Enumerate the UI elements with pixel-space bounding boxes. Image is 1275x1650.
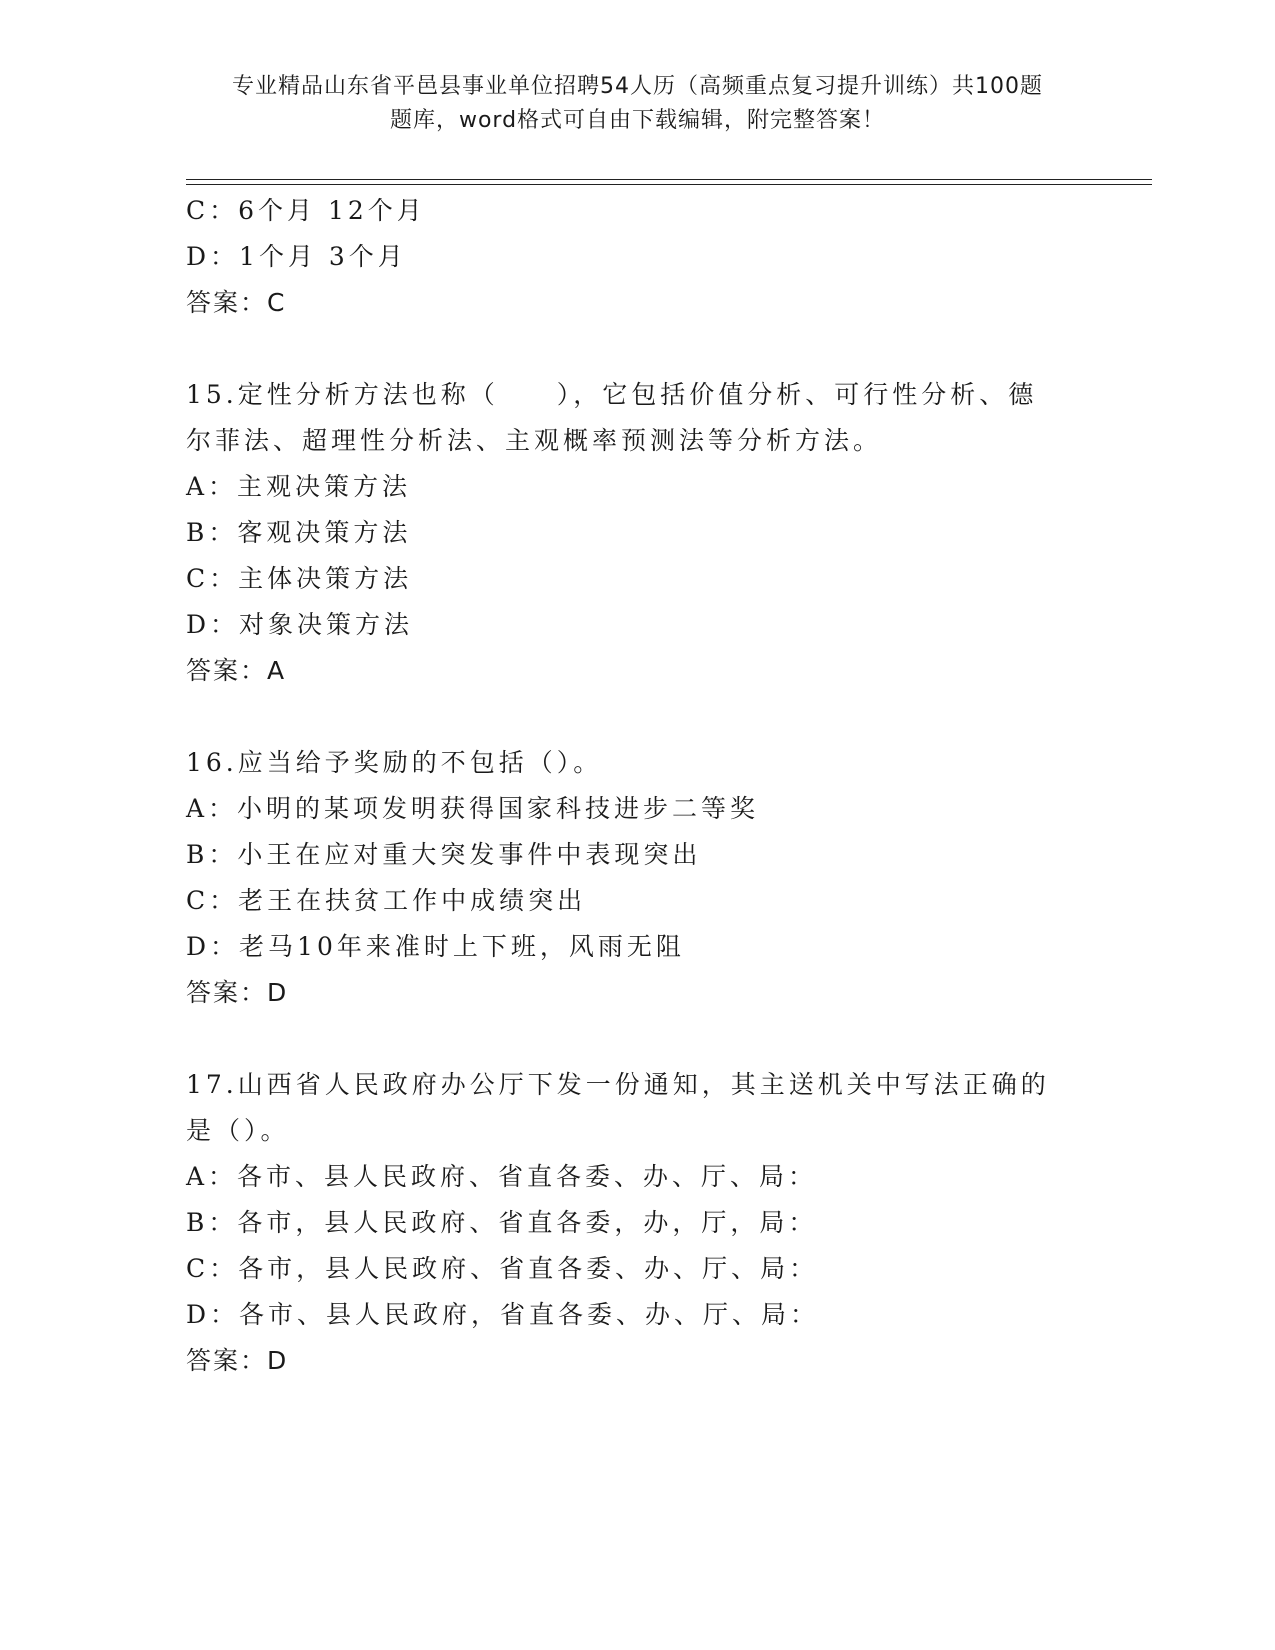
answer-line: 答案：C [186, 288, 287, 317]
header-title-line-2: 题库，word格式可自由下载编辑，附完整答案！ [389, 108, 886, 133]
header-rule [186, 179, 1152, 180]
option-d: D：老马10年来准时上下班，风雨无阻 [186, 932, 685, 961]
question-15 [186, 372, 1066, 694]
option-a: A：各市、县人民政府、省直各委、办、厅、局： [186, 1162, 818, 1191]
option-d: D：对象决策方法 [186, 610, 414, 639]
answer-line: 答案：A [186, 656, 287, 685]
option-d: D：1个月 3个月 [186, 242, 407, 271]
answer-line: 答案：D [186, 978, 289, 1007]
page-header [0, 70, 1275, 138]
option-c: C：6个月 12个月 [186, 196, 426, 225]
option-a: A：小明的某项发明获得国家科技进步二等奖 [186, 794, 760, 823]
document-body [186, 188, 1066, 1384]
option-c: C：老王在扶贫工作中成绩突出 [186, 886, 587, 915]
header-title-line-1: 专业精品山东省平邑县事业单位招聘54人历（高频重点复习提升训练）共100题 [232, 74, 1043, 99]
header-rule-thin [186, 184, 1152, 185]
option-a: A：主观决策方法 [186, 472, 412, 501]
answer-line: 答案：D [186, 1346, 289, 1375]
question-16 [186, 740, 1066, 1016]
question-stem: 16.应当给予奖励的不包括（）。 [186, 748, 603, 777]
question-17 [186, 1062, 1066, 1384]
option-c: C：主体决策方法 [186, 564, 413, 593]
option-b: B：小王在应对重大突发事件中表现突出 [186, 840, 702, 869]
option-d: D：各市、县人民政府，省直各委、办、厅、局： [186, 1300, 820, 1329]
option-b: B：各市，县人民政府、省直各委，办，厅，局： [186, 1208, 818, 1237]
option-c: C：各市，县人民政府、省直各委、办、厅、局： [186, 1254, 819, 1283]
question-14-tail [186, 188, 1066, 326]
option-b: B：客观决策方法 [186, 518, 412, 547]
question-stem: 17.山西省人民政府办公厅下发一份通知，其主送机关中写法正确的是（）。 [186, 1070, 1050, 1145]
question-stem: 15.定性分析方法也称（ ），它包括价值分析、可行性分析、德尔菲法、超理性分析法、主观概率预测法等分析方法。 [186, 380, 1038, 455]
